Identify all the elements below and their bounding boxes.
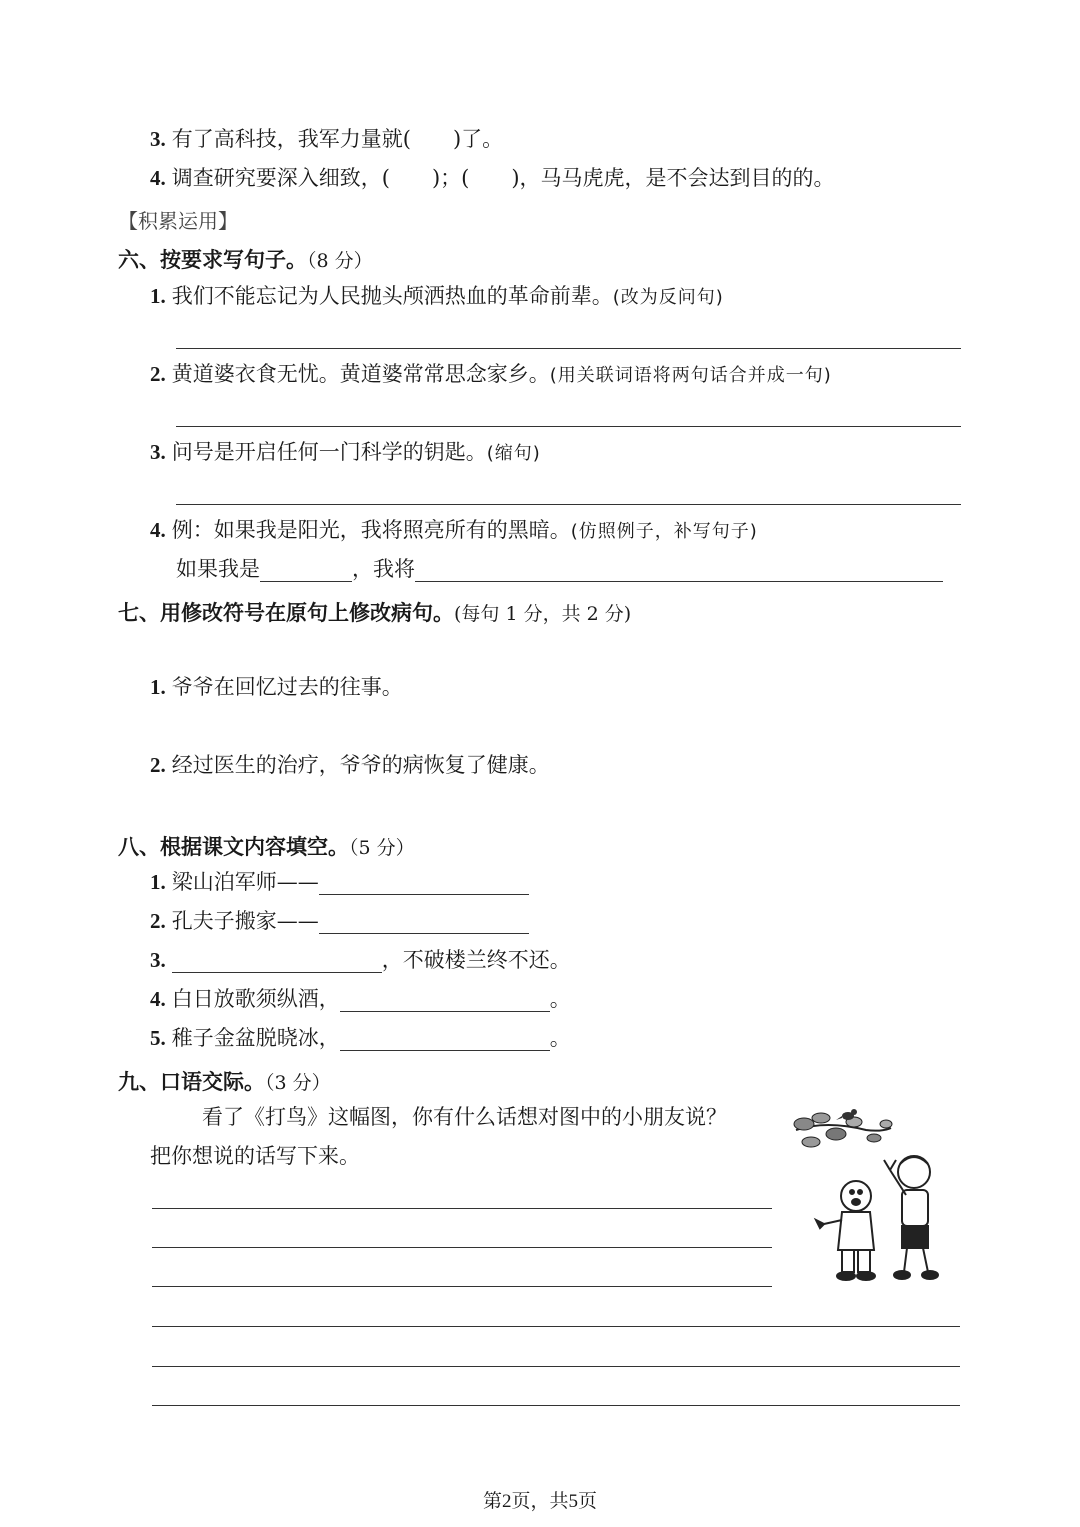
writing-line[interactable] bbox=[152, 1286, 772, 1287]
writing-line[interactable] bbox=[152, 1208, 772, 1209]
item-instruction: (缩句) bbox=[486, 443, 541, 464]
item-number: 1. bbox=[150, 870, 166, 894]
item-text: 黄道婆衣食无忧。黄道婆常常思念家乡。 bbox=[171, 362, 550, 386]
sec8-item-2 bbox=[150, 909, 529, 934]
blank-field[interactable] bbox=[340, 1028, 550, 1051]
item-number: 4. bbox=[150, 166, 166, 190]
item-text: 孔夫子搬家—— bbox=[171, 909, 319, 933]
section-title: 六、按要求写句子。 bbox=[118, 248, 307, 272]
child-left-icon bbox=[816, 1181, 875, 1280]
answer-line[interactable] bbox=[176, 504, 961, 505]
blank-field[interactable] bbox=[415, 559, 943, 582]
blank-field[interactable] bbox=[260, 559, 352, 582]
item-number: 1. bbox=[150, 284, 166, 308]
item-text: 稚子金盆脱晓冰， bbox=[171, 1026, 340, 1050]
item-number: 3. bbox=[150, 127, 166, 151]
item-text: 有了高科技，我军力量就( )了。 bbox=[171, 127, 504, 151]
section-score: （8 分） bbox=[307, 250, 373, 272]
item-number: 2. bbox=[150, 362, 166, 386]
sec9-prompt-line-2: 把你想说的话写下来。 bbox=[150, 1144, 360, 1168]
item-text: 例：如果我是阳光，我将照亮所有的黑暗。 bbox=[171, 518, 571, 542]
writing-line[interactable] bbox=[152, 1366, 960, 1367]
item-number: 4. bbox=[150, 987, 166, 1011]
item-end: 。 bbox=[549, 1026, 571, 1050]
section-7-title bbox=[118, 597, 631, 627]
section-8-title bbox=[118, 831, 415, 861]
sec7-item-1 bbox=[150, 675, 403, 700]
item-text: 调查研究要深入细致，( )；( )，马马虎虎，是不会达到目的的。 bbox=[171, 166, 835, 190]
item-text: 我们不能忘记为人民抛头颅洒热血的革命前辈。 bbox=[171, 284, 613, 308]
item-text: ，不破楼兰终不还。 bbox=[381, 948, 571, 972]
item-number: 3. bbox=[150, 948, 166, 972]
section-score: (每句 1 分，共 2 分) bbox=[454, 603, 632, 625]
item-text: 爷爷在回忆过去的往事。 bbox=[171, 675, 403, 699]
item-number: 1. bbox=[150, 675, 166, 699]
section-score: （3 分） bbox=[265, 1072, 331, 1094]
sec8-item-1 bbox=[150, 870, 529, 895]
section-title: 八、根据课文内容填空。 bbox=[118, 835, 349, 859]
writing-line[interactable] bbox=[152, 1247, 772, 1248]
section-6-title bbox=[118, 244, 373, 274]
writing-line[interactable] bbox=[152, 1405, 960, 1406]
item-number: 2. bbox=[150, 909, 166, 933]
sec9-prompt-line-1: 看了《打鸟》这幅图，你有什么话想对图中的小朋友说？ bbox=[202, 1105, 727, 1129]
sec8-item-5 bbox=[150, 1026, 571, 1051]
blank-field[interactable] bbox=[340, 989, 550, 1012]
illustration-drawing bbox=[786, 1100, 966, 1290]
page-footer: 第2页，共5页 bbox=[482, 1491, 597, 1512]
child-right-icon bbox=[884, 1156, 938, 1279]
item-number: 4. bbox=[150, 518, 166, 542]
fill-prefix: 如果我是 bbox=[176, 557, 260, 581]
blank-field[interactable] bbox=[172, 950, 382, 973]
sec8-item-3 bbox=[150, 948, 571, 973]
item-number: 5. bbox=[150, 1026, 166, 1050]
q5-item-4 bbox=[150, 166, 835, 191]
sec6-item-2 bbox=[150, 362, 832, 387]
sec6-item-4 bbox=[150, 518, 758, 543]
fill-middle: ，我将 bbox=[352, 557, 415, 581]
answer-line[interactable] bbox=[176, 348, 961, 349]
item-end: 。 bbox=[549, 987, 571, 1011]
sec6-fill-sentence bbox=[176, 557, 943, 582]
item-instruction: (用关联词语将两句话合并成一句) bbox=[549, 365, 832, 386]
item-instruction: (改为反问句) bbox=[612, 287, 724, 308]
blank-field[interactable] bbox=[319, 911, 529, 934]
sec7-item-2 bbox=[150, 753, 550, 778]
item-text: 白日放歌须纵酒， bbox=[171, 987, 340, 1011]
slingshot-children-illustration bbox=[786, 1100, 966, 1290]
answer-line[interactable] bbox=[176, 426, 961, 427]
section-title: 七、用修改符号在原句上修改病句。 bbox=[118, 601, 454, 625]
item-number: 2. bbox=[150, 753, 166, 777]
item-instruction: (仿照例子，补写句子) bbox=[570, 521, 758, 542]
section-title: 九、口语交际。 bbox=[118, 1070, 265, 1094]
sec6-item-1 bbox=[150, 284, 724, 309]
q5-item-3 bbox=[150, 127, 503, 152]
section-9-title bbox=[118, 1066, 331, 1096]
blank-field[interactable] bbox=[319, 872, 529, 895]
sec6-item-3 bbox=[150, 440, 541, 465]
item-number: 3. bbox=[150, 440, 166, 464]
item-text: 问号是开启任何一门科学的钥匙。 bbox=[171, 440, 487, 464]
sec8-item-4 bbox=[150, 987, 571, 1012]
item-text: 梁山泊军师—— bbox=[171, 870, 319, 894]
section-score: （5 分） bbox=[349, 837, 415, 859]
category-label: 【积累运用】 bbox=[118, 209, 238, 233]
item-text: 经过医生的治疗，爷爷的病恢复了健康。 bbox=[171, 753, 550, 777]
writing-line[interactable] bbox=[152, 1326, 960, 1327]
